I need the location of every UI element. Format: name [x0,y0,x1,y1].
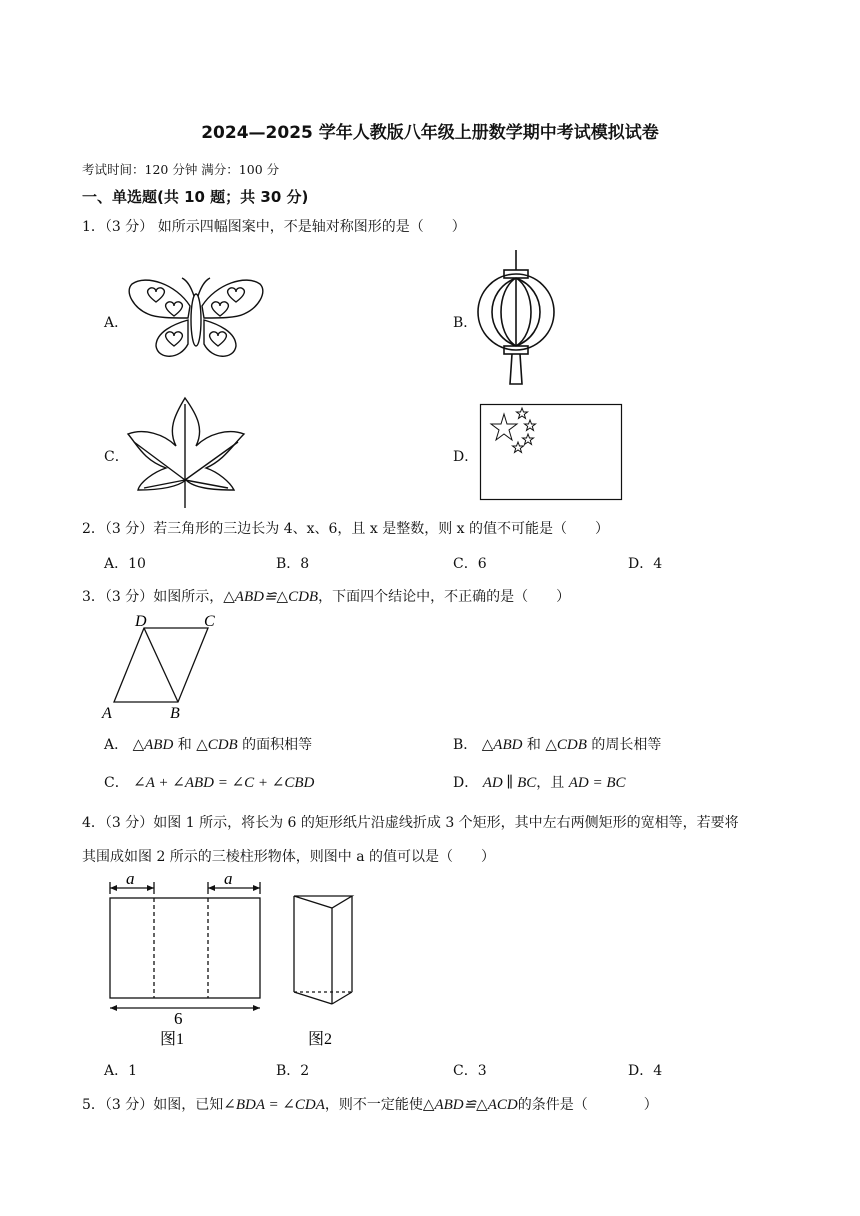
q3-option-a[interactable] [104,734,312,754]
flag-figure [480,404,623,501]
triangular-prism-figure [290,892,360,1048]
question-3-text [82,586,570,606]
q5-text-mid: ，则不一定能使 [324,1097,423,1113]
q1-option-a-label[interactable]: A． [104,315,129,331]
q5-math-2: △ABD≌△ACD [422,1097,518,1113]
q5-math-1: ∠BDA = ∠CDA [223,1097,325,1113]
page-title: 2024—2025 学年人教版八年级上册数学期中考试模拟试卷 [201,123,659,143]
q3-d-math-1: AD ∥ BC [482,775,537,791]
question-4-line-2: 其围成如图 2 所示的三棱柱形物体，则图中 a 的值可以是（ ） [82,849,496,865]
q3-option-c-label: C． [104,775,129,791]
q2-option-d[interactable]: D．4 [628,556,663,572]
fig2-caption: 图2 [308,1031,333,1048]
q3-option-c[interactable] [104,772,314,792]
q1-option-b-label[interactable]: B． [453,315,478,331]
q3-b-text-2: 的周长相等 [586,737,662,753]
q3-a-text-2: 的面积相等 [237,737,313,753]
fig-label-d: D [135,613,147,630]
question-5-text [82,1094,658,1114]
q4-option-a[interactable]: A．1 [104,1063,138,1079]
fig1-label-a-left: a [126,869,135,888]
q4-option-c[interactable]: C．3 [453,1063,487,1079]
q1-option-c-label[interactable]: C． [104,449,129,465]
question-2-text: 2．（3 分）若三角形的三边长为 4、x、6，且 x 是整数，则 x 的值不可能是（ ） [82,521,610,537]
q4-option-d[interactable]: D．4 [628,1063,663,1079]
question-1-text: 1．（3 分） 如所示四幅图案中，不是轴对称图形的是（ ） [82,219,466,235]
q5-text-pre: 5．（3 分）如图，已知 [82,1097,224,1113]
q3-option-a-label: A． [104,737,129,753]
question-4-line-1: 4．（3 分）如图 1 所示，将长为 6 的矩形纸片沿虚线折成 3 个矩形，其中左右两侧矩形的宽相等，若要将 [82,815,739,831]
q3-b-math-2: △CDB [545,737,587,753]
fig-label-c: C [204,613,215,630]
q3-d-text: ，且 [536,775,569,791]
leaf-figure [124,398,274,510]
q3-text-math: △ABD≌△CDB [223,589,319,605]
folded-rectangle-figure [104,866,266,1048]
q3-a-math-1: △ABD [132,737,174,753]
q3-text-post: ，下面四个结论中，不正确的是（ ） [318,589,571,605]
q3-text-pre: 3．（3 分）如图所示， [82,589,224,605]
q3-option-d-label: D． [453,775,479,791]
q3-c-math: ∠A + ∠ABD = ∠C + ∠CBD [133,775,315,791]
q4-option-b[interactable]: B．2 [276,1063,310,1079]
exam-meta: 考试时间：120 分钟 满分：100 分 [82,162,280,177]
fig1-caption: 图1 [160,1031,185,1048]
q2-option-b[interactable]: B．8 [276,556,310,572]
fig-label-b: B [170,705,180,722]
fig1-length-label: 6 [174,1009,183,1028]
q1-option-d-label[interactable]: D． [453,449,479,465]
fig1-label-a-right: a [224,869,233,888]
butterfly-figure [126,274,266,364]
q3-d-math-2: AD = BC [568,775,626,791]
q2-option-c[interactable]: C．6 [453,556,487,572]
q3-option-b-label: B． [453,737,478,753]
section-heading: 一、单选题(共 10 题；共 30 分) [82,188,309,206]
q3-b-text-1: 和 [522,737,546,753]
q5-text-post: 的条件是（ ） [517,1097,658,1113]
parallelogram-figure [100,610,230,722]
q3-b-math-1: △ABD [481,737,523,753]
lantern-figure [474,250,558,386]
q3-a-math-2: △CDB [196,737,238,753]
q3-option-b[interactable] [453,734,661,754]
q3-a-text-1: 和 [173,737,197,753]
q2-option-a[interactable]: A．10 [104,556,146,572]
q3-option-d[interactable] [453,772,626,792]
fig-label-a: A [102,705,112,722]
